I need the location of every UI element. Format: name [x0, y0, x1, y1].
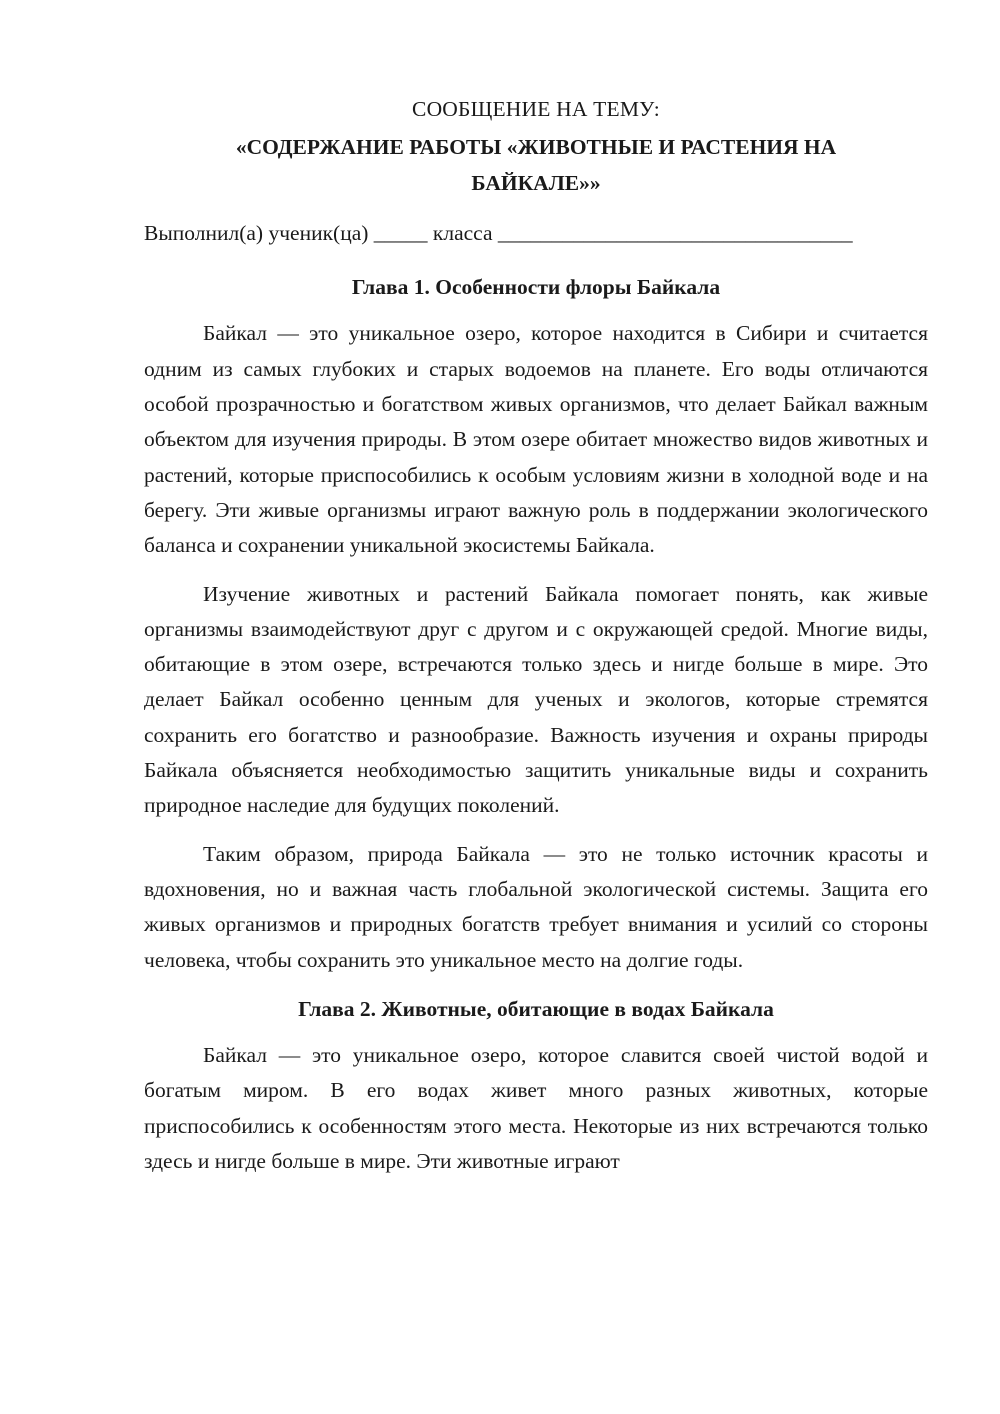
chapter-1-paragraph-2: Изучение животных и растений Байкала помогает понять, как живые организмы взаимодействуют друг с другом и с окружающей средой. Многие виды, обитающие в этом озере, встречаются только здесь и нигде больше в мире. Это делает Байкал особенно ценным для ученых и экологов, которые стремятся сохранить его богатство и разнообразие. Важность изучения и охраны природы Байкала объясняется необходимостью защитить уникальные виды и сохранить природное наследие для будущих поколений. [144, 581, 928, 818]
document-page [144, 92, 928, 1179]
chapter-1-paragraph-1: Байкал — это уникальное озеро, которое находится в Сибири и считается одним из самых глубоких и старых водоемов на планете. Его воды отличаются особой прозрачностью и богатством живых организмов, что делает Байкал важным объектом для изучения природы. В этом озере обитает множество видов животных и растений, которые приспособились к особым условиям жизни в холодной воде и на берегу. Эти живые организмы играют важную роль в поддержании экологического баланса и сохранении уникальной экосистемы Байкала. [144, 321, 928, 558]
author-line: Выполнил(а) ученик(ца) _____ класса _________________________________ [144, 220, 853, 245]
chapter-2-heading: Глава 2. Животные, обитающие в водах Байкала [298, 996, 774, 1021]
chapter-1-heading: Глава 1. Особенности флоры Байкала [351, 275, 721, 300]
document-title: «СОДЕРЖАНИЕ РАБОТЫ «ЖИВОТНЫЕ И РАСТЕНИЯ НА БАЙКАЛЕ»» [235, 135, 837, 195]
chapter-2-paragraph-1: Байкал — это уникальное озеро, которое славится своей чистой водой и богатым миром. В его водах живет много разных животных, которые приспособились к особенностям этого места. Некоторые из них встречаются только здесь и нигде больше в мире. Эти животные играют [144, 1043, 928, 1174]
chapter-1-paragraph-3: Таким образом, природа Байкала — это не только источник красоты и вдохновения, но и важная часть глобальной экологической системы. Защита его живых организмов и природных богатств требует внимания и усилий со стороны человека, чтобы сохранить это уникальное место на долгие годы. [144, 841, 928, 972]
document-kicker: СООБЩЕНИЕ НА ТЕМУ: [412, 97, 660, 121]
